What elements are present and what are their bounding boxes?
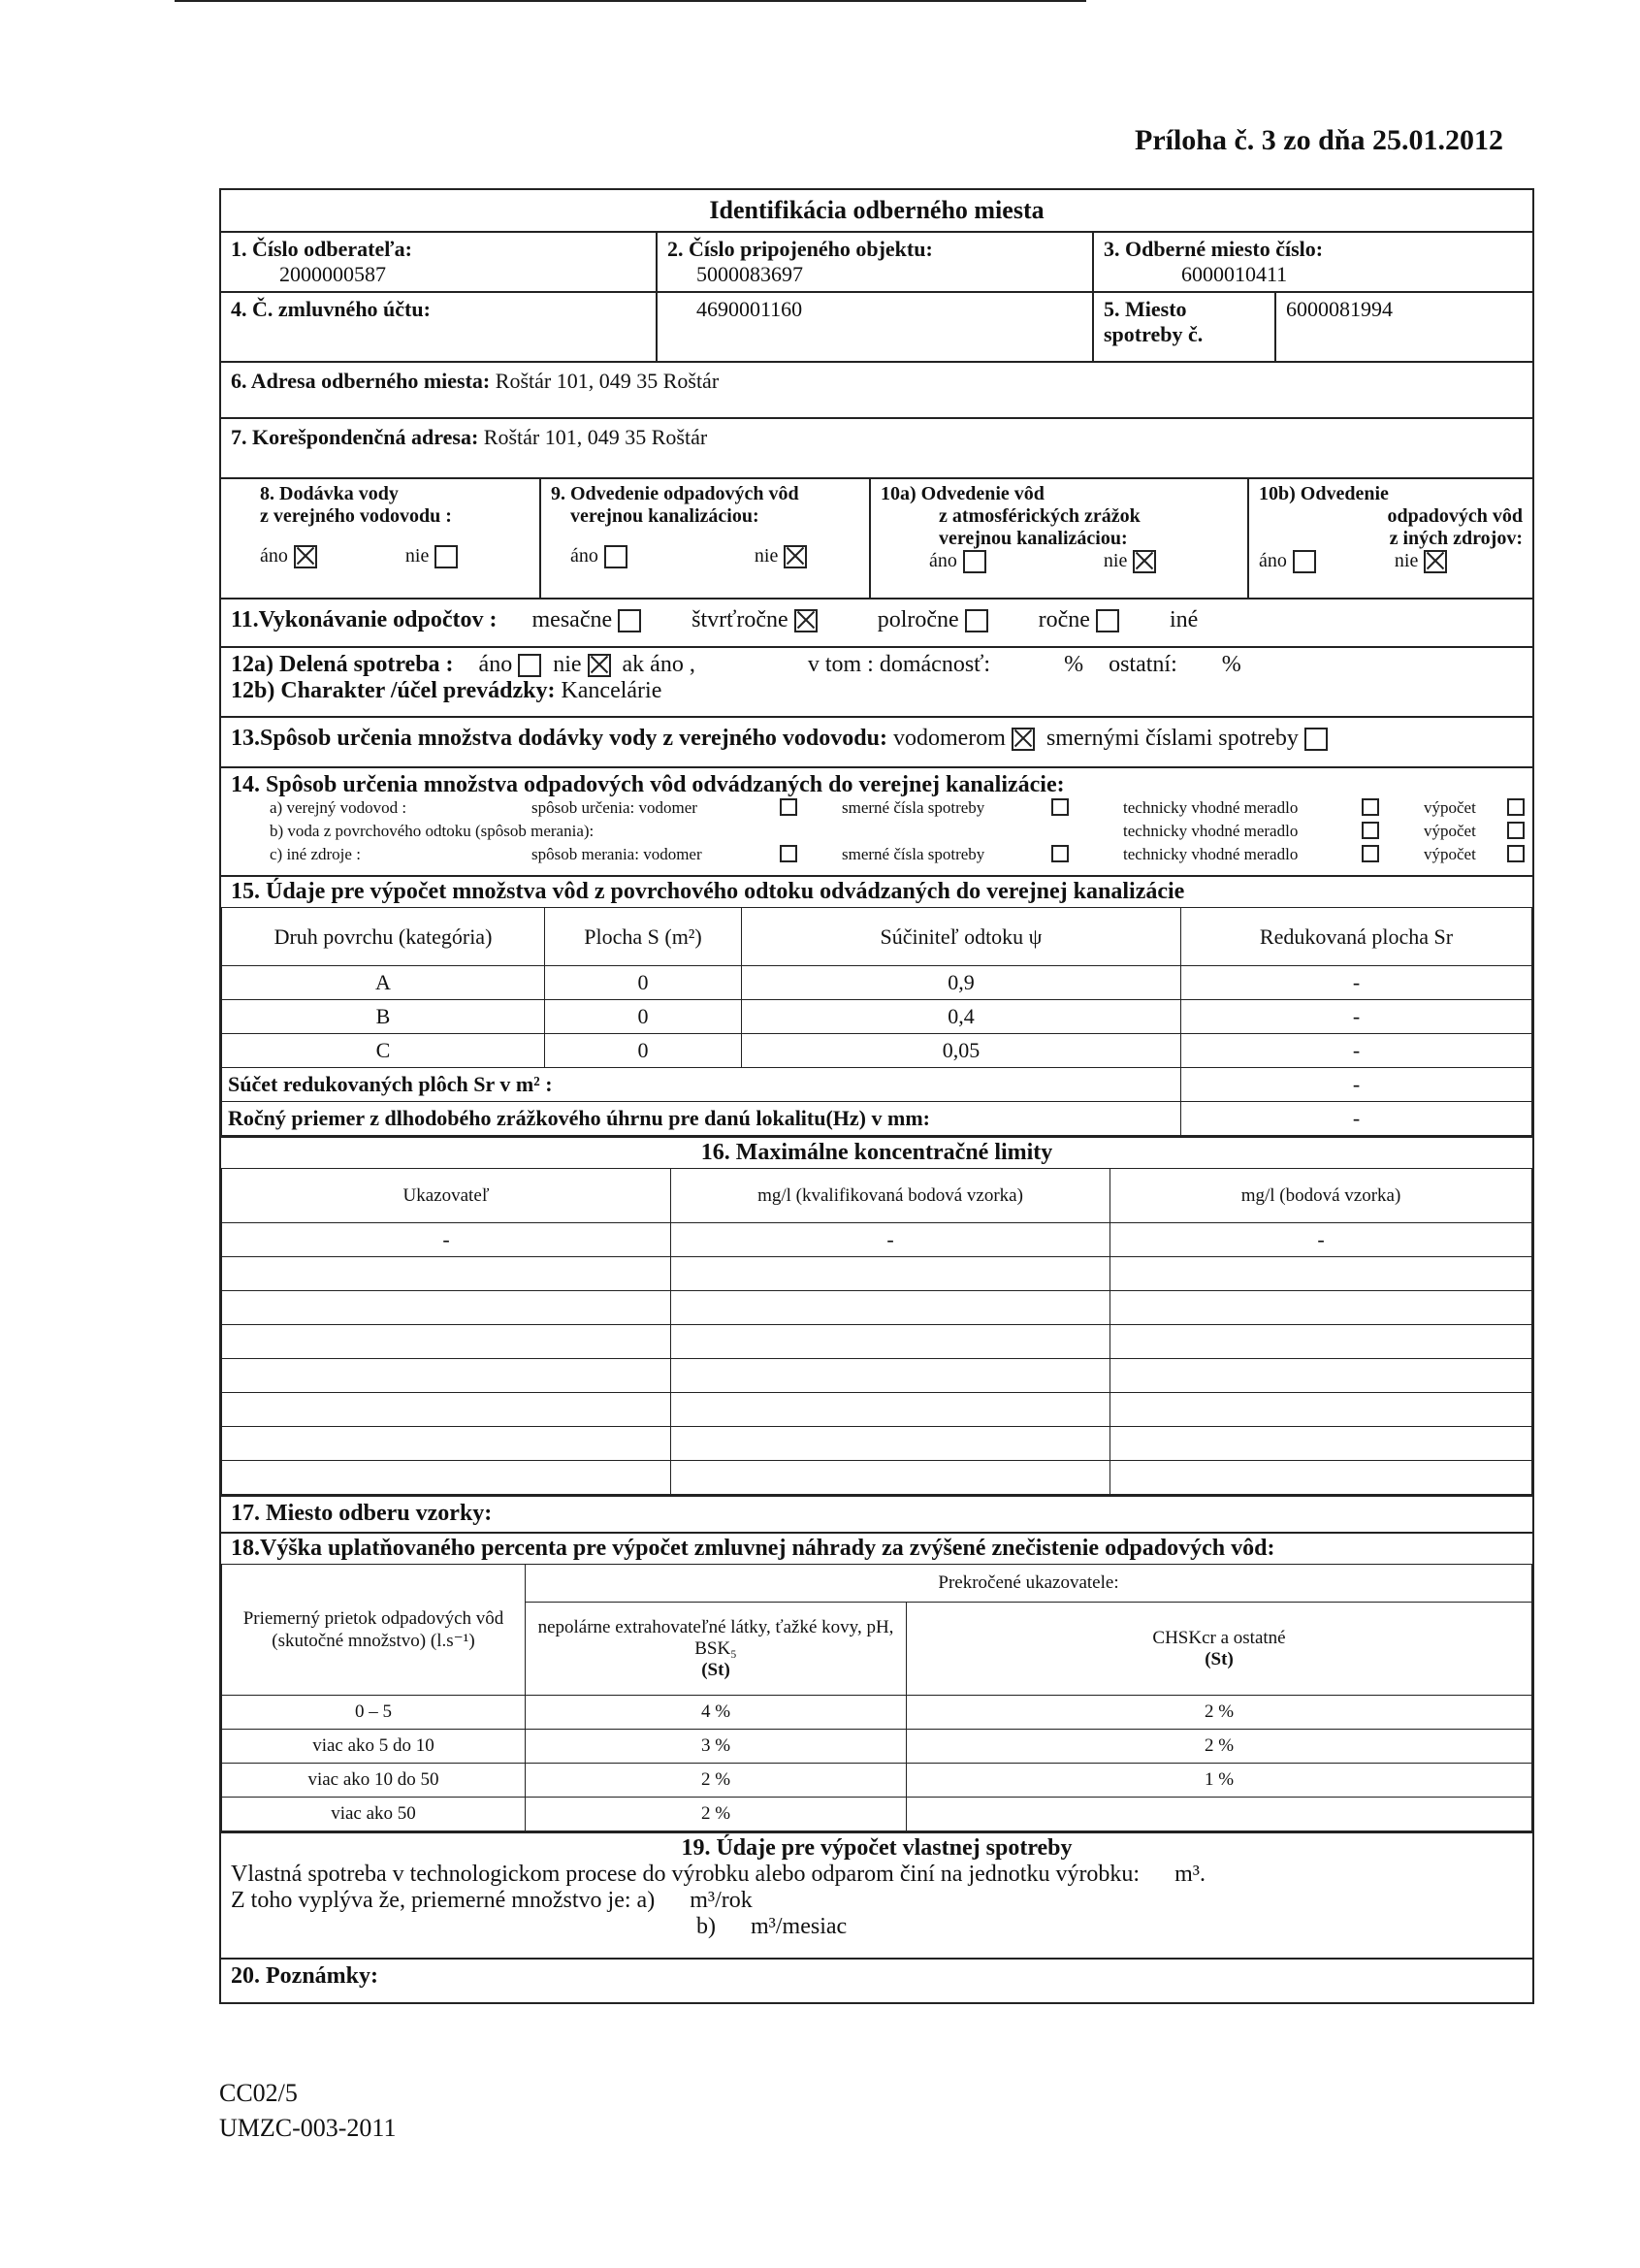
field-13-opt1-checkbox[interactable] [1012, 728, 1035, 751]
table-row [222, 1359, 1532, 1393]
cell-pct1-2: 3 % [526, 1730, 907, 1764]
field-9-ano-checkbox[interactable] [604, 545, 627, 568]
field-10a-label-1: 10a) Odvedenie vôd [881, 483, 1045, 504]
col-indicator: Ukazovateľ [222, 1169, 671, 1223]
field-11-monthly-checkbox[interactable] [618, 609, 641, 632]
field-14-row-c-label: c) iné zdroje : [270, 845, 361, 863]
field-12b-label: 12b) Charakter /účel prevádzky: [231, 678, 556, 703]
field-14-row-a-label: a) verejný vodovod : [270, 798, 407, 817]
cell-pct1-1: 4 % [526, 1696, 907, 1730]
avg-value: - [1181, 1102, 1532, 1136]
field-14-row-c-d: technicky vhodné meradlo [1123, 845, 1299, 863]
field-14-row-a-d: technicky vhodné meradlo [1123, 798, 1299, 817]
field-13-opt2: smernými číslami spotreby [1045, 726, 1299, 751]
cell-area-b: 0 [545, 1000, 742, 1034]
footer-code-1: CC02/5 [219, 2079, 298, 2107]
field-4-label: 4. Č. zmluvného účtu: [231, 297, 431, 321]
field-14-row-b-label: b) voda z povrchového odtoku (spôsob merania): [270, 822, 595, 840]
field-12a-nie-label: nie [553, 652, 582, 677]
avg-row [222, 1102, 1532, 1136]
field-19 [221, 1833, 1532, 1960]
field-10a-ano-checkbox[interactable] [963, 550, 986, 573]
table-row [222, 1325, 1532, 1359]
col-exceeded-indicators: Prekročené ukazovatele: [526, 1565, 1532, 1603]
field-6-label: 6. Adresa odberného miesta: [231, 369, 491, 393]
field-4-value-cell [658, 293, 1094, 361]
cell-flow-2: viac ako 5 do 10 [222, 1730, 526, 1764]
col-group-2-unit: (St) [1205, 1648, 1234, 1669]
field-11-opt-halfyearly: polročne [877, 607, 959, 632]
field-8-nie-checkbox[interactable] [434, 545, 458, 568]
col-reduced-area: Redukovaná plocha Sr [1181, 908, 1532, 966]
field-14-row-b-d: technicky vhodné meradlo [1123, 822, 1299, 840]
cell-flow-3: viac ako 10 do 50 [222, 1764, 526, 1798]
field-20-label: 20. Poznámky: [231, 1963, 378, 1989]
field-14-row-c-e: výpočet [1424, 845, 1476, 863]
col-group-1-unit: (St) [701, 1659, 730, 1680]
table-row [222, 1461, 1532, 1495]
table-row [222, 1034, 1532, 1068]
field-16-label: 16. Maximálne koncentračné limity [700, 1140, 1053, 1165]
field-11-opt-yearly: ročne [1038, 607, 1090, 632]
col-group-2-label: CHSKcr a ostatné [1152, 1627, 1286, 1648]
field-14-row-b-e: výpočet [1424, 822, 1476, 840]
field-8-nie-label: nie [404, 545, 430, 567]
field-14-row-c-d-checkbox[interactable] [1362, 845, 1379, 862]
table-row [222, 1798, 1532, 1831]
field-11-opt-quarterly: štvrťročne [691, 607, 788, 632]
cell-cat-c: C [222, 1034, 545, 1068]
field-3 [1094, 233, 1532, 291]
field-7-label: 7. Korešpondenčná adresa: [231, 425, 479, 449]
field-17-label: 17. Miesto odberu vzorky: [231, 1501, 493, 1526]
cell-coef-c: 0,05 [742, 1034, 1181, 1068]
field-13-opt2-checkbox[interactable] [1304, 728, 1328, 751]
field-10b-label-2: odpadových vôd [1387, 505, 1523, 527]
field-11-opt-other: iné [1169, 607, 1199, 632]
field-14-row-a [231, 798, 1523, 822]
cell-reduced-a: - [1181, 966, 1532, 1000]
field-13 [221, 718, 1532, 768]
field-10b-nie-checkbox[interactable] [1424, 550, 1447, 573]
field-19-label: 19. Údaje pre výpočet vlastnej spotreby [681, 1835, 1073, 1861]
field-12a-label: 12a) Delená spotreba : [231, 652, 454, 677]
col-group-1-label: nepolárne extrahovateľné látky, ťažké kovy, pH, BSK₅ [537, 1616, 894, 1659]
field-17 [221, 1497, 1532, 1534]
field-19-line3: b) [696, 1914, 716, 1939]
cell-cat-b: B [222, 1000, 545, 1034]
field-12a-akano: ak áno , [622, 652, 695, 677]
top-scan-line [175, 0, 1086, 8]
field-14-row-a-e: výpočet [1424, 798, 1476, 817]
field-10a-nie-checkbox[interactable] [1133, 550, 1156, 573]
field-2 [658, 233, 1094, 291]
table-row [222, 1730, 1532, 1764]
surface-runoff-table [221, 907, 1532, 1136]
field-14-row-c-c-checkbox[interactable] [1051, 845, 1069, 862]
col-group-1 [526, 1603, 907, 1696]
table-row [222, 1000, 1532, 1034]
field-18-label: 18.Výška uplatňovaného percenta pre výpočet zmluvnej náhrady za zvýšené znečistenie odpadových vôd: [231, 1536, 1275, 1561]
field-10b [1249, 479, 1532, 598]
field-15 [221, 877, 1532, 1138]
identification-form [219, 188, 1534, 2004]
cell-pct2-3: 1 % [907, 1764, 1532, 1798]
cell-pct2-4 [907, 1798, 1532, 1831]
table-row [222, 966, 1532, 1000]
table-row [222, 1393, 1532, 1427]
field-11-opt-monthly: mesačne [531, 607, 613, 632]
row-8-10b [221, 479, 1532, 599]
concentration-limits-table [221, 1168, 1532, 1495]
field-12a-nie-checkbox[interactable] [588, 654, 611, 677]
page-title: Príloha č. 3 zo dňa 25.01.2012 [1135, 124, 1503, 156]
field-10b-ano-checkbox[interactable] [1293, 550, 1316, 573]
field-10b-nie-label: nie [1394, 550, 1419, 571]
cell-area-a: 0 [545, 966, 742, 1000]
field-14 [221, 768, 1532, 877]
field-5-label: 5. Miesto spotreby č. [1104, 297, 1204, 346]
footer-code-2: UMZC-003-2011 [219, 2114, 397, 2142]
field-2-label: 2. Číslo pripojeného objektu: [667, 237, 933, 261]
cell-reduced-b: - [1181, 1000, 1532, 1034]
col-point-sample: mg/l (bodová vzorka) [1110, 1169, 1532, 1223]
cell-pct2-2: 2 % [907, 1730, 1532, 1764]
field-3-value: 6000010411 [1181, 262, 1288, 286]
field-11-halfyearly-checkbox[interactable] [965, 609, 988, 632]
field-19-line1-unit: m³. [1174, 1862, 1206, 1887]
table-row [222, 1696, 1532, 1730]
field-19-line3-unit: m³/mesiac [751, 1914, 848, 1939]
field-10b-label-3: z iných zdrojov: [1389, 528, 1523, 549]
field-9-nie-label: nie [754, 545, 779, 567]
sum-value: - [1181, 1068, 1532, 1102]
cell-qualified: - [671, 1223, 1110, 1257]
cell-coef-a: 0,9 [742, 966, 1181, 1000]
row-1-3 [221, 233, 1532, 293]
field-12a-pct: % [1064, 652, 1084, 677]
field-14-row-a-c: smerné čísla spotreby [842, 798, 985, 817]
row-4-5 [221, 293, 1532, 363]
field-16 [221, 1138, 1532, 1497]
field-12a-ano-checkbox[interactable] [518, 654, 541, 677]
table-row [222, 1291, 1532, 1325]
cell-coef-b: 0,4 [742, 1000, 1181, 1034]
table-row [222, 1764, 1532, 1798]
field-12a-pct2: % [1221, 652, 1241, 677]
cell-reduced-c: - [1181, 1034, 1532, 1068]
table-row [222, 1257, 1532, 1291]
field-14-row-b [231, 822, 1523, 845]
field-11-quarterly-checkbox[interactable] [794, 609, 818, 632]
field-5-value: 6000081994 [1286, 297, 1393, 321]
field-14-row-c-e-checkbox[interactable] [1507, 845, 1525, 862]
field-13-label: 13.Spôsob určenia množstva dodávky vody z verejného vodovodu: [231, 726, 887, 751]
field-9-label-2: verejnou kanalizáciou: [570, 505, 759, 527]
field-9-label-1: 9. Odvedenie odpadových vôd [551, 483, 799, 504]
field-10a-label-3: verejnou kanalizáciou: [939, 528, 1128, 549]
field-18 [221, 1534, 1532, 1833]
cell-indicator: - [222, 1223, 671, 1257]
table-row [222, 1427, 1532, 1461]
field-11-label: 11.Vykonávanie odpočtov : [231, 607, 498, 632]
table-row [222, 1223, 1532, 1257]
field-12a-ano-label: áno [478, 652, 513, 677]
col-group-2 [907, 1603, 1532, 1696]
sum-row [222, 1068, 1532, 1102]
cell-flow-1: 0 – 5 [222, 1696, 526, 1730]
field-14-row-c-b-checkbox[interactable] [780, 845, 797, 862]
cell-pct2-1: 2 % [907, 1696, 1532, 1730]
field-14-row-b-e-checkbox[interactable] [1507, 822, 1525, 839]
col-avg-flow: Priemerný prietok odpadových vôd (skutočné množstvo) (l.s⁻¹) [222, 1565, 526, 1696]
field-4-value: 4690001160 [696, 297, 803, 321]
field-12a-ostatni: ostatní: [1109, 652, 1177, 677]
field-12 [221, 648, 1532, 718]
field-14-row-c [231, 845, 1523, 868]
field-5 [1094, 293, 1276, 361]
field-9 [541, 479, 871, 598]
field-19-line1: Vlastná spotreba v technologickom procese do výrobku alebo odparom činí na jednotku výrobku: [231, 1862, 1141, 1887]
field-8-ano-label: áno [260, 545, 288, 567]
field-2-value: 5000083697 [696, 262, 803, 286]
cell-area-c: 0 [545, 1034, 742, 1068]
sum-label: Súčet redukovaných plôch Sr v m² : [222, 1068, 1181, 1102]
field-10a-label-2: z atmosférických zrážok [939, 505, 1141, 527]
field-14-row-c-b: spôsob merania: vodomer [531, 845, 702, 863]
field-13-opt1: vodomerom [892, 726, 1006, 751]
cell-pct1-4: 2 % [526, 1798, 907, 1831]
form-title: Identifikácia odberného miesta [221, 190, 1532, 233]
field-14-row-a-e-checkbox[interactable] [1507, 798, 1525, 816]
field-10a [871, 479, 1249, 598]
field-10b-ano-label: áno [1259, 550, 1287, 571]
field-6-value: Roštár 101, 049 35 Roštár [495, 369, 720, 393]
field-6 [221, 363, 1532, 419]
field-9-nie-checkbox[interactable] [784, 545, 807, 568]
cell-point: - [1110, 1223, 1532, 1257]
field-8-ano-checkbox[interactable] [294, 545, 317, 568]
cell-pct1-3: 2 % [526, 1764, 907, 1798]
field-14-row-c-c: smerné čísla spotreby [842, 845, 985, 863]
field-3-label: 3. Odberné miesto číslo: [1104, 237, 1324, 261]
field-15-label: 15. Údaje pre výpočet množstva vôd z povrchového odtoku odvádzaných do verejnej kanalizácie [231, 879, 1185, 904]
field-1-value: 2000000587 [279, 262, 386, 286]
footer-codes [219, 2076, 396, 2146]
field-12b-value: Kancelárie [561, 678, 662, 703]
field-14-row-a-c-checkbox[interactable] [1051, 798, 1069, 816]
col-surface-type: Druh povrchu (kategória) [222, 908, 545, 966]
field-7-value: Roštár 101, 049 35 Roštár [483, 425, 708, 449]
field-11-yearly-checkbox[interactable] [1096, 609, 1119, 632]
avg-label: Ročný priemer z dlhodobého zrážkového úhrnu pre danú lokalitu(Hz) v mm: [222, 1102, 1181, 1136]
field-8-label-1: 8. Dodávka vody [260, 483, 399, 504]
col-area: Plocha S (m²) [545, 908, 742, 966]
cell-flow-4: viac ako 50 [222, 1798, 526, 1831]
field-14-row-a-b-checkbox[interactable] [780, 798, 797, 816]
surcharge-table [221, 1564, 1532, 1831]
field-1-label: 1. Číslo odberateľa: [231, 237, 412, 261]
field-10a-nie-label: nie [1103, 550, 1128, 571]
field-19-line2-unit: m³/rok [690, 1888, 753, 1913]
field-1 [221, 233, 658, 291]
field-7 [221, 419, 1532, 479]
field-4 [221, 293, 658, 361]
field-14-row-b-d-checkbox[interactable] [1362, 822, 1379, 839]
field-11 [221, 599, 1532, 648]
col-runoff-coef: Súčiniteľ odtoku ψ [742, 908, 1181, 966]
field-10a-ano-label: áno [929, 550, 957, 571]
field-8-label-2: z verejného vodovodu : [260, 505, 452, 527]
field-10b-label-1: 10b) Odvedenie [1259, 483, 1389, 504]
field-12a-vtom: v tom : domácnosť: [807, 652, 991, 677]
cell-cat-a: A [222, 966, 545, 1000]
col-qualified-sample: mg/l (kvalifikovaná bodová vzorka) [671, 1169, 1110, 1223]
field-8 [221, 479, 541, 598]
field-14-row-a-d-checkbox[interactable] [1362, 798, 1379, 816]
field-14-label: 14. Spôsob určenia množstva odpadových vôd odvádzaných do verejnej kanalizácie: [231, 772, 1065, 797]
field-14-row-a-b: spôsob určenia: vodomer [531, 798, 697, 817]
field-9-ano-label: áno [570, 545, 598, 567]
field-5-value-cell [1276, 293, 1532, 361]
field-19-line2: Z toho vyplýva že, priemerné množstvo je: a) [231, 1888, 656, 1913]
field-20 [221, 1960, 1532, 2002]
